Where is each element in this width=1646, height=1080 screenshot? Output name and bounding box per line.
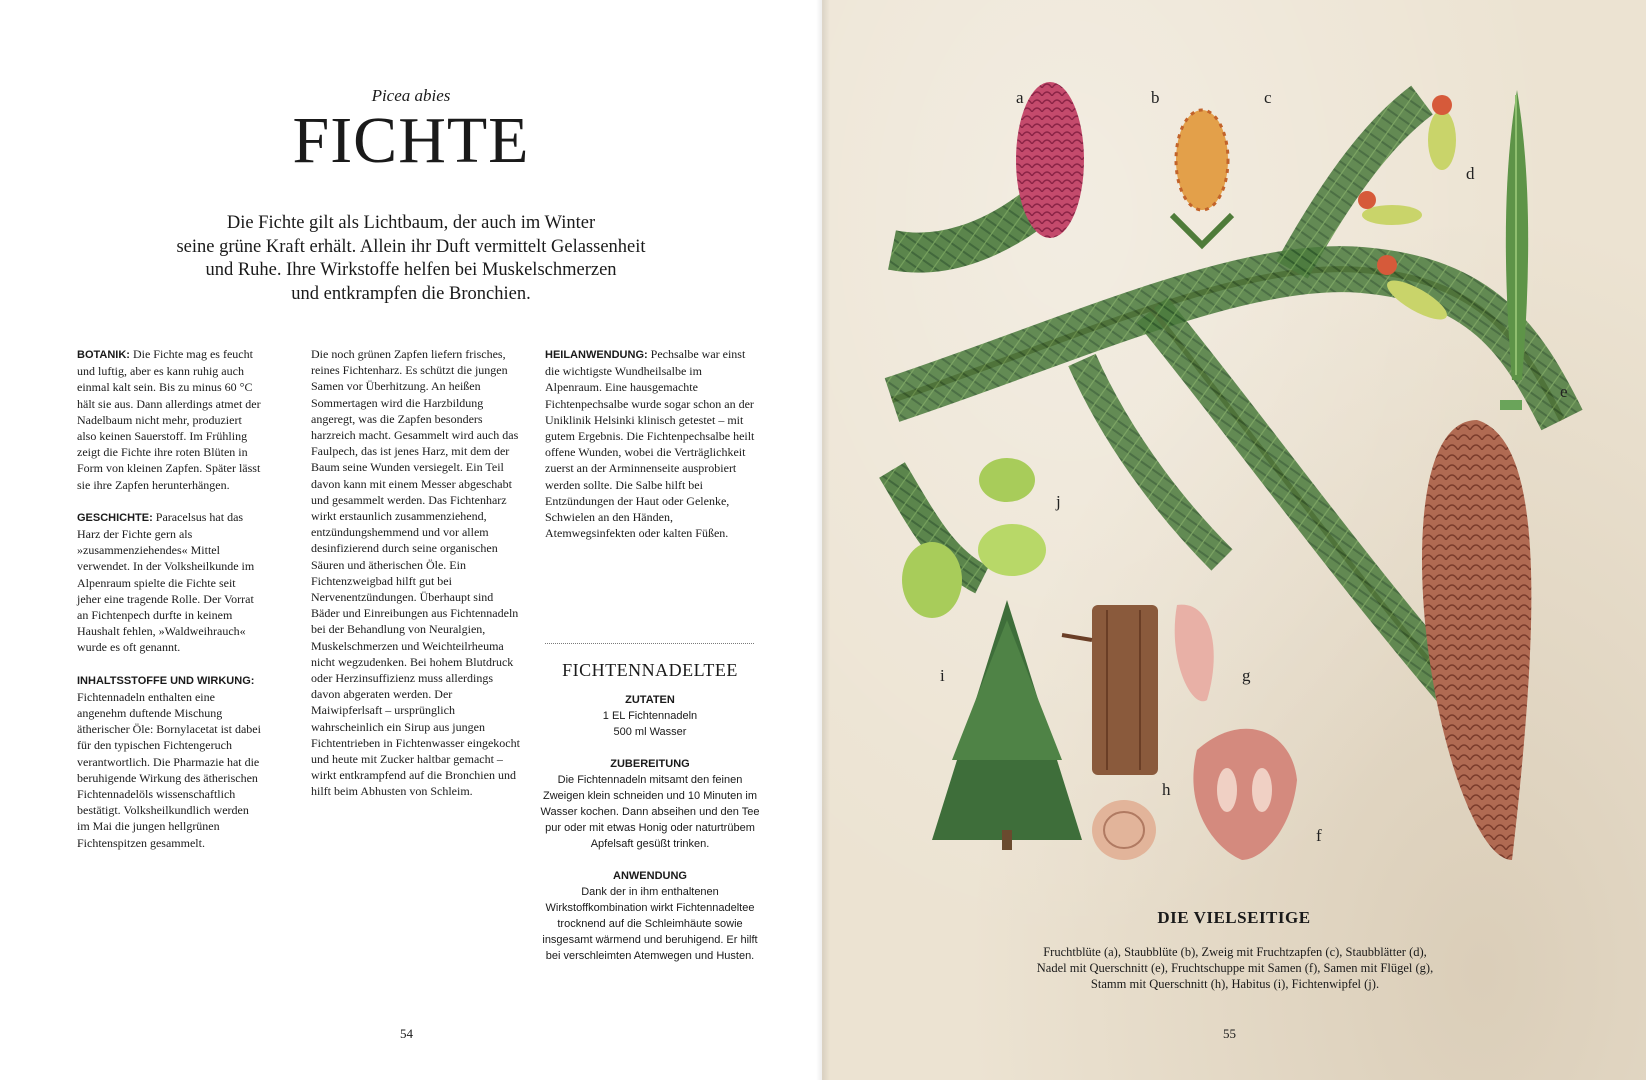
section-label: HEILANWENDUNG:: [545, 349, 648, 361]
recipe-divider: [545, 643, 754, 644]
winged-seed-illustration: [1175, 605, 1214, 702]
section-label: GESCHICHTE:: [77, 511, 153, 524]
label-b: b: [1151, 88, 1160, 107]
habitus-tree-illustration: [932, 600, 1082, 850]
section-label: BOTANIK:: [77, 349, 130, 361]
column-2: [311, 346, 523, 816]
section-inhaltsstoffe: [77, 672, 261, 851]
intro-line: und entkrampfen die Bronchien.: [291, 283, 531, 304]
page-number-left: 54: [400, 1026, 413, 1041]
column-1: [77, 346, 261, 867]
section-label: INHALTSSTOFFE UND WIRKUNG:: [77, 674, 255, 687]
figure-caption: [1020, 944, 1450, 992]
ingredient: 1 EL Fichtennadeln: [602, 710, 698, 722]
fruit-cone-illustration: [1422, 420, 1531, 860]
section-text: Paracelsus hat das Harz der Fichte gern als »zusammenziehendes« Mittel verwendet. In der Volksheilkunde im Alpenraum spielte die Fichte seit jeher eine tragende Rolle. Der Vorrat an Fichtenpech durfte in keinem Haushalt fehlen, »Waldweihrauch« wurde es oft genannt.: [77, 509, 255, 655]
section-botanik: [77, 346, 261, 493]
label-g: g: [1242, 666, 1251, 685]
section-text: Fichtennadeln enthalten eine angenehm duftende Mischung ätherischer Öle: Bornylacetat ist dabei für den typischen Fichtengeruch verantwortlich. Die Pharmazie hat die beruhigende Wirkung des ätherischen Fichtennadelöls wissenschaftlich bestätigt. Volksheilkundlich werden im Mai die jungen hellgrünen Fichtenspitzen gesammelt.: [77, 689, 261, 850]
caption-line: Nadel mit Querschnitt (e), Fruchtschuppe mit Samen (f), Samen mit Flügel (g),: [1036, 961, 1434, 975]
section-text: Die noch grünen Zapfen liefern frisches, reines Fichtenharz. Es schützt die jungen Samen vor Überhitzung. An heißen Sommertagen wird die Harzbildung angeregt, was die Zapfen besonders harzreich macht. Gesammelt wird auch das Faulpech, das ist jenes Harz, mit dem der Baum seine Wunden versiegelt. Ein Teil davon kann mit einem Messer abgeschabt und gesammelt werden. Das Fichtenharz wirkt erstaunlich zusammenziehend, entzündungshemmend und vor allem desinfizierend durch seine organischen Säuren und ätherischen Öle. Ein Fichtenzweigbad hilft gut bei Nervenentzündungen. Überhaupt sind Bäder und Einreibungen aus Fichtennadeln bei der Behandlung von Neuralgien, Muskelschmerzen und Weichteilrheuma nicht wegzudenken. Bei hohem Blutdruck oder Herzinsuffizienz muss allerdings davon abgeraten werden. Der Maiwipferlsaft – ursprünglich wahrscheinlich ein Sirup aus jungen Fichtentrieben in Fichtenwasser eingekocht und heute mit Zucker haltbar gemacht – wirkt entkrampfend auf die Bronchien und hilft beim Abhusten von Schleim.: [311, 347, 520, 799]
caption-title: DIE VIELSEITIGE: [1157, 908, 1311, 927]
label-f: f: [1316, 826, 1322, 845]
recipe-heading: ZUTATEN: [625, 694, 675, 706]
recipe-zutaten: [540, 692, 760, 740]
intro-text: [160, 212, 662, 306]
caption-line: Fruchtblüte (a), Staubblüte (b), Zweig mit Fruchtzapfen (c), Staubblätter (d),: [1043, 945, 1427, 959]
recipe-text: Die Fichtennadeln mitsamt den feinen Zweigen klein schneiden und 10 Minuten im Wasser kochen. Dann abseihen und den Tee pur oder mit etwas Honig oder naturtrübem Apfelsaft gesüßt trinken.: [540, 774, 760, 850]
page-title: FICHTE: [292, 104, 530, 177]
label-h: h: [1162, 780, 1171, 799]
section-geschichte: [77, 509, 261, 656]
recipe-heading: ZUBEREITUNG: [610, 758, 690, 770]
intro-line: seine grüne Kraft erhält. Allein ihr Duft vermittelt Gelassenheit: [176, 236, 646, 257]
label-e: e: [1560, 382, 1568, 401]
fruit-flower-illustration: [892, 82, 1084, 253]
recipe-zubereitung: [540, 756, 760, 852]
cone-scale-illustration: [1193, 729, 1297, 860]
section-text: Die Fichte mag es feucht und luftig, aber es kann ruhig auch einmal kalt sein. Bis zu minus 60 °C hält sie aus. Dann allerdings atmet der Nadelbaum nicht mehr, produziert also keinen Sauerstoff. Im Frühling zeigt die Fichte ihre roten Blüten in Form von kleinen Zapfen. Später lässt sie ihre Zapfen herunterhängen.: [77, 347, 261, 492]
section-heilanwendung: [545, 346, 757, 541]
recipe-anwendung: [540, 868, 760, 964]
section-text: Pechsalbe war einst die wichtigste Wundheilsalbe im Alpenraum. Eine hausgemachte Fichtenpechsalbe wurde sogar schon an der Uniklinik Helsinki klinisch getestet – mit gutem Ergebnis. Die Fichtenpechsalbe heilt offene Wunden, wobei die Verträglichkeit zuerst an der Arminnenseite ausprobiert werden sollte. Die Salbe hilft bei Entzündungen der Haut oder Gelenke, Schwielen an den Händen, Atemwegsinfekten oder kalten Füßen.: [545, 347, 755, 541]
recipe-text: Dank der in ihm enthaltenen Wirkstoffkombination wirkt Fichtennadeltee trocknend auf die Schleimhäute sowie insgesamt wärmend und beruhigend. Er hilft bei verschleimten Atemwegen und Husten.: [542, 886, 758, 962]
latin-name: Picea abies: [371, 86, 451, 105]
intro-line: und Ruhe. Ihre Wirkstoffe helfen bei Muskelschmerzen: [205, 260, 617, 280]
label-a: a: [1016, 88, 1024, 107]
recipe-heading: ANWENDUNG: [613, 870, 687, 882]
caption-line: Stamm mit Querschnitt (h), Habitus (i), Fichtenwipfel (j).: [1090, 977, 1380, 991]
column-3: [545, 346, 757, 557]
label-d: d: [1466, 164, 1475, 183]
trunk-illustration: [1062, 605, 1158, 860]
recipe-title: FICHTENNADELTEE: [562, 660, 738, 680]
intro-line: Die Fichte gilt als Lichtbaum, der auch im Winter: [226, 213, 596, 233]
ingredient: 500 ml Wasser: [613, 726, 687, 738]
recipe-box: [540, 662, 760, 980]
label-j: j: [1056, 492, 1061, 511]
page-number-right: 55: [1223, 1026, 1236, 1041]
label-i: i: [940, 666, 945, 685]
male-flower-illustration: [1172, 110, 1232, 245]
label-c: c: [1264, 88, 1272, 107]
spruce-tip-illustration: [892, 458, 1046, 618]
